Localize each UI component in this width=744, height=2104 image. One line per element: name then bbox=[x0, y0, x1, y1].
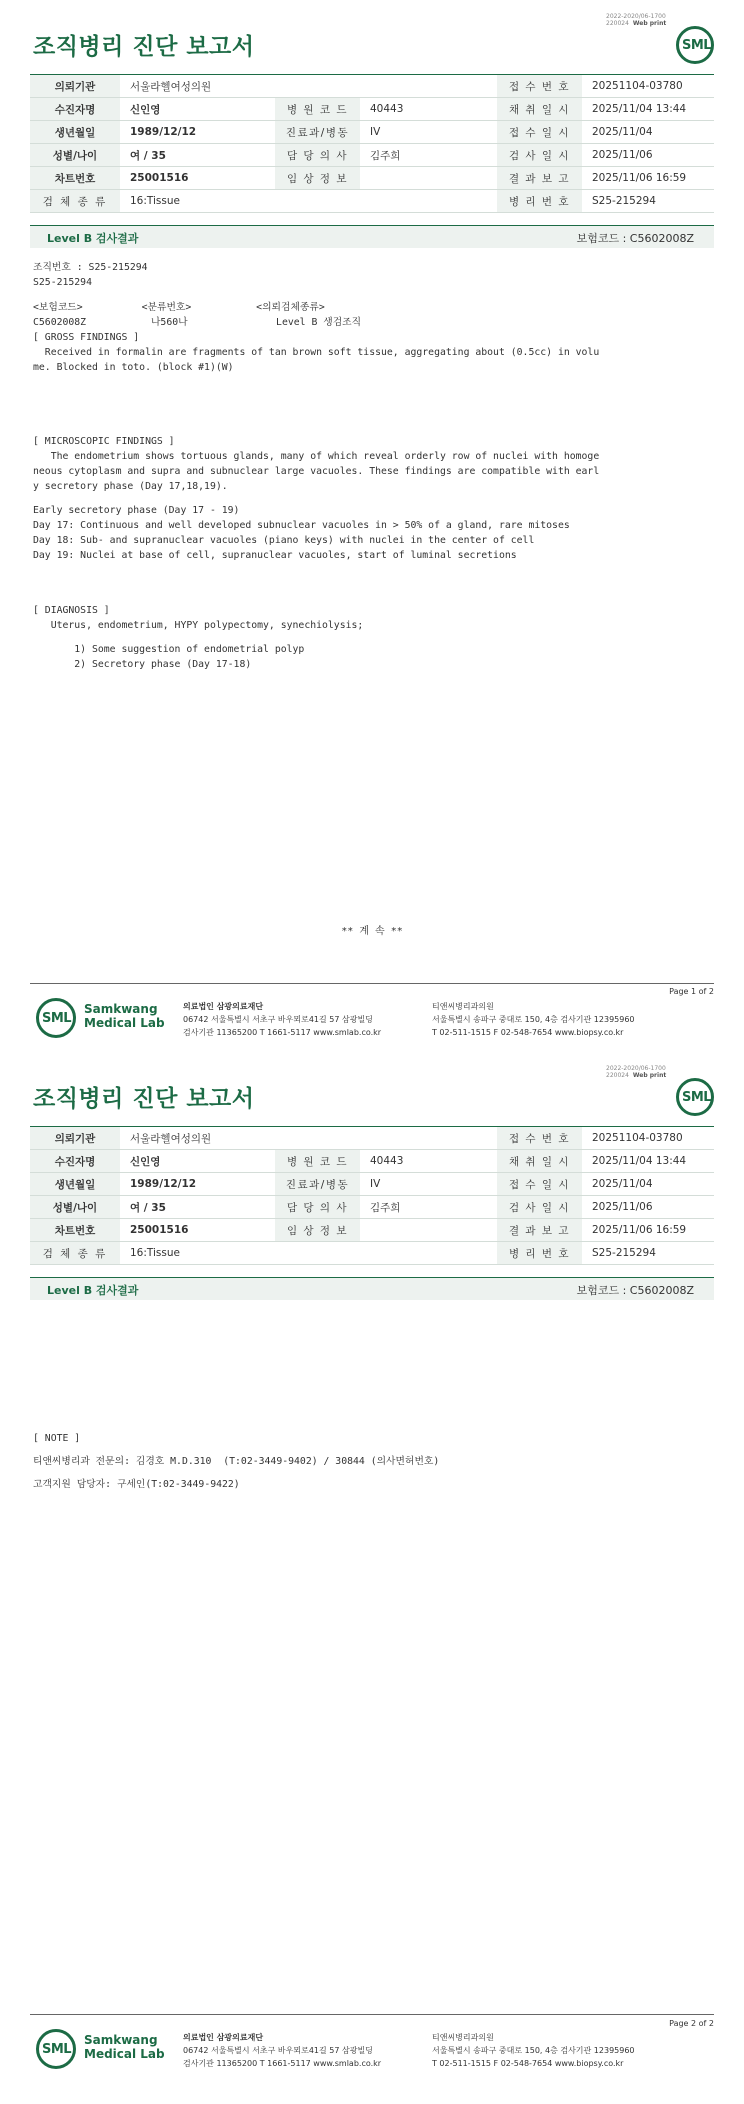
report-line: Day 17: Continuous and well developed subnuclear vacuoles in > 50% of a gland, rare mitoses bbox=[33, 520, 570, 532]
info-row bbox=[30, 1196, 714, 1219]
info-label: 채 취 일 시 bbox=[497, 98, 582, 121]
info-value: 2025/11/04 13:44 bbox=[582, 98, 714, 121]
report-line bbox=[33, 593, 599, 603]
report-line bbox=[33, 424, 599, 434]
footer-divider bbox=[30, 983, 714, 984]
info-label: 임 상 정 보 bbox=[275, 167, 360, 190]
report-line bbox=[33, 394, 599, 404]
report-line: [ GROSS FINDINGS ] bbox=[33, 331, 140, 343]
info-label: 성별/나이 bbox=[30, 144, 120, 167]
print-stamp: 2022-2020/06-1700 220024 Web print bbox=[606, 1065, 667, 1079]
report-line: [ NOTE ] bbox=[33, 1433, 81, 1444]
info-label: 임 상 정 보 bbox=[275, 1219, 360, 1242]
info-label: 검 사 일 시 bbox=[497, 1196, 582, 1219]
report-line bbox=[33, 375, 599, 385]
level-b-result-bar bbox=[30, 225, 714, 248]
report-line: 조직번호 : S25-215294 bbox=[33, 262, 148, 273]
report-line bbox=[33, 563, 599, 573]
report-line bbox=[33, 290, 599, 300]
info-value: IV bbox=[360, 1173, 497, 1196]
sml-logo: SML bbox=[676, 1078, 714, 1116]
report-note bbox=[33, 1427, 439, 1496]
info-value: 신인영 bbox=[120, 98, 275, 121]
sml-logo-icon: SML bbox=[36, 998, 76, 1038]
report-line: <보험코드> <분류번호> <의뢰검체종류> bbox=[33, 301, 325, 313]
info-label: 결 과 보 고 bbox=[497, 167, 582, 190]
sml-logo-icon: SML bbox=[36, 2029, 76, 2069]
footer-org-samkwang: 의료법인 삼광의료재단 06742 서울특별시 서초구 바우뫼로41길 57 삼광빌딩 검사기관 11365200 T 1661-5117 www.smlab.co.kr bbox=[183, 2033, 382, 2068]
info-row bbox=[30, 1150, 714, 1173]
report-line bbox=[33, 414, 599, 424]
sml-logo: SML bbox=[676, 26, 714, 64]
info-value: 김주희 bbox=[360, 144, 497, 167]
info-value: S25-215294 bbox=[582, 190, 714, 213]
info-label: 병 원 코 드 bbox=[275, 1150, 360, 1173]
info-label: 진료과/병동 bbox=[275, 121, 360, 144]
info-value bbox=[360, 167, 497, 190]
report-line: S25-215294 bbox=[33, 277, 92, 288]
report-page-2: 2022-2020/06-1700 220024 Web print 조직병리 진단 보고서 SML 의뢰기관 서울라헬여성의원 접 수 번 호 20251104-03780 수진자명 신인영 병 원 코 드 40443 채 취 일 시 2025/11/04 13:44 생년월일 1989/12/12 진료과/병동 IV 접 수 일 시 2025/11/04 성별/나이 여 / 35 담 당 의 사 김주희 검 사 일 시 2025/11/06 차트번호 25001516 임 상 정 보 결 과 보 고 2025/11/06 16:59 검 체 종 류 16:Tissue 병 리 번 호 S25-215294 Level B 검사결과 보험코드 : C5602008Z [ NOTE ] 티앤씨병리과 전문의: 김경호 M.D.310 (T:02-3449-9402) / 30844 (의사면허번호) 고객지원 담당자: 구세인(T:02-3449-9422) Page 2 of 2 SML Samkwang Medical Lab 의료법인 삼광의료재단 06742 서울특별시 서초구 바우뫼로41길 57 삼광빌딩 검사기관 11365200 T 1661-5117 www.smlab.co.kr 티앤씨병리과의원 서울특별시 송파구 중대로 150, 4층 검사기관 12395960 T 02-511-1515 F 02-548-7654 www.biopsy.co.kr bbox=[0, 1052, 744, 2104]
info-row bbox=[30, 98, 714, 121]
info-label: 수진자명 bbox=[30, 98, 120, 121]
patient-info-table bbox=[30, 74, 714, 213]
info-label: 생년월일 bbox=[30, 121, 120, 144]
info-value: 2025/11/06 16:59 bbox=[582, 1219, 714, 1242]
info-value: 2025/11/04 bbox=[582, 121, 714, 144]
info-label: 성별/나이 bbox=[30, 1196, 120, 1219]
info-value: 여 / 35 bbox=[120, 1196, 275, 1219]
level-b-title: Level B 검사결과 bbox=[47, 1284, 139, 1297]
info-label: 접 수 번 호 bbox=[497, 75, 582, 98]
report-line: C5602008Z 나560나 Level B 생검조직 bbox=[33, 316, 362, 328]
report-line: 고객지원 담당자: 구세인(T:02-3449-9422) bbox=[33, 1479, 240, 1490]
info-value: 25001516 bbox=[120, 1219, 275, 1242]
info-row bbox=[30, 121, 714, 144]
report-line: 티앤씨병리과 전문의: 김경호 M.D.310 (T:02-3449-9402) / 30844 (의사면허번호) bbox=[33, 1456, 440, 1467]
info-row bbox=[30, 1242, 714, 1265]
report-page-1: 2022-2020/06-1700 220024 Web print 조직병리 진단 보고서 SML 의뢰기관 서울라헬여성의원 접 수 번 호 20251104-03780 수진자명 신인영 병 원 코 드 40443 채 취 일 시 2025/11/04 13:44 생년월일 1989/12/12 진료과/병동 IV 접 수 일 시 2025/11/04 성별/나이 여 / 35 담 당 의 사 김주희 검 사 일 시 2025/11/06 차트번호 25001516 임 상 정 보 결 과 보 고 2025/11/06 16:59 검 체 종 류 16:Tissue 병 리 번 호 S25-215294 Level B 검사결과 보험코드 : C5602008Z 조직번호 : S25-215294 S25-215294 <보험코드> <분류번호> <의뢰검체종류> C5602008Z 나560나 Level B 생검조직 [ GROSS FINDINGS ] Received in formalin are fragments of tan brown soft tissue, aggregating about (0.5cc) in volu me. Blocked in toto. (block #1)(W) [ MICROSCOPIC FINDINGS ] The endometrium shows tortuous glands, many of which reveal orderly row of nuclei with homoge neous cytoplasm and supra and subnuclear large vacuoles. These findings are compatible with earl y secretory phase (Day 17,18,19). Early secretory phase (Day 17 - 19) Day 17: Continuous and well developed subnuclear vacuoles in > 50% of a gland, rare mitoses Day 18: Sub- and supranuclear vacuoles (piano keys) with nuclei in the center of cell Day 19: Nuclei at base of cell, supranuclear vacuoles, start of luminal secretions [ DIAGNOSIS ] Uterus, endometrium, HYPY polypectomy, synechiolysis; 1) Some suggestion of endometrial polyp 2) Secretory phase (Day 17-18) ** 계 속 ** Page 1 of 2 SML Samkwang Medical Lab 의료법인 삼광의료재단 06742 서울특별시 서초구 바우뫼로41길 57 삼광빌딩 검사기관 11365200 T 1661-5117 www.smlab.co.kr 티앤씨병리과의원 서울특별시 송파구 중대로 150, 4층 검사기관 12395960 T 02-511-1515 F 02-548-7654 www.biopsy.co.kr bbox=[0, 0, 744, 1052]
info-label: 담 당 의 사 bbox=[275, 1196, 360, 1219]
footer-divider bbox=[30, 2014, 714, 2015]
report-line: The endometrium shows tortuous glands, many of which reveal orderly row of nuclei with homoge bbox=[33, 450, 600, 462]
report-title: 조직병리 진단 보고서 bbox=[33, 1086, 255, 1112]
report-line bbox=[33, 494, 599, 504]
info-value: 서울라헬여성의원 bbox=[120, 75, 497, 98]
info-value: 20251104-03780 bbox=[582, 1127, 714, 1150]
info-label: 검 체 종 류 bbox=[30, 190, 120, 213]
info-value bbox=[360, 1219, 497, 1242]
info-label: 병 리 번 호 bbox=[497, 190, 582, 213]
info-label: 차트번호 bbox=[30, 1219, 120, 1242]
info-value: 서울라헬여성의원 bbox=[120, 1127, 497, 1150]
report-line: Uterus, endometrium, HYPY polypectomy, synechiolysis; bbox=[33, 619, 364, 631]
report-line bbox=[33, 633, 599, 643]
report-line: Day 19: Nuclei at base of cell, supranuclear vacuoles, start of luminal secretions bbox=[33, 550, 517, 562]
footer-org-tnc: 티앤씨병리과의원 서울특별시 송파구 중대로 150, 4층 검사기관 12395960 T 02-511-1515 F 02-548-7654 www.biopsy.co.kr bbox=[432, 2033, 635, 2068]
report-title: 조직병리 진단 보고서 bbox=[33, 34, 255, 60]
report-line: Received in formalin are fragments of tan brown soft tissue, aggregating about (0.5cc) in volu bbox=[33, 346, 600, 358]
info-row bbox=[30, 1219, 714, 1242]
report-line bbox=[33, 573, 599, 583]
report-line: 1) Some suggestion of endometrial polyp bbox=[33, 644, 305, 656]
report-line: [ MICROSCOPIC FINDINGS ] bbox=[33, 435, 175, 447]
info-row bbox=[30, 190, 714, 213]
info-label: 의뢰기관 bbox=[30, 1127, 120, 1150]
info-label: 접 수 일 시 bbox=[497, 1173, 582, 1196]
info-value: S25-215294 bbox=[582, 1242, 714, 1265]
report-line bbox=[33, 385, 599, 395]
report-line: neous cytoplasm and supra and subnuclear large vacuoles. These findings are compatible with earl bbox=[33, 465, 600, 477]
info-label: 검 체 종 류 bbox=[30, 1242, 120, 1265]
info-value: 40443 bbox=[360, 1150, 497, 1173]
print-stamp: 2022-2020/06-1700 220024 Web print bbox=[606, 13, 667, 27]
info-row bbox=[30, 144, 714, 167]
info-row bbox=[30, 1173, 714, 1196]
info-row bbox=[30, 75, 714, 98]
level-b-result-bar bbox=[30, 1277, 714, 1300]
continued-marker: ** 계 속 ** bbox=[341, 926, 403, 937]
info-value: 김주희 bbox=[360, 1196, 497, 1219]
info-row bbox=[30, 167, 714, 190]
info-value: 2025/11/04 bbox=[582, 1173, 714, 1196]
level-b-title: Level B 검사결과 bbox=[47, 232, 139, 245]
report-line: Day 18: Sub- and supranuclear vacuoles (piano keys) with nuclei in the center of cell bbox=[33, 535, 535, 547]
info-label: 병 원 코 드 bbox=[275, 98, 360, 121]
info-label: 채 취 일 시 bbox=[497, 1150, 582, 1173]
report-line: Early secretory phase (Day 17 - 19) bbox=[33, 505, 240, 517]
page-number: Page 1 of 2 bbox=[669, 987, 714, 996]
info-label: 검 사 일 시 bbox=[497, 144, 582, 167]
info-value: 2025/11/06 bbox=[582, 144, 714, 167]
info-row bbox=[30, 1127, 714, 1150]
info-value: 신인영 bbox=[120, 1150, 275, 1173]
info-label: 접 수 일 시 bbox=[497, 121, 582, 144]
info-label: 차트번호 bbox=[30, 167, 120, 190]
info-value: 20251104-03780 bbox=[582, 75, 714, 98]
info-value: 1989/12/12 bbox=[120, 1173, 275, 1196]
report-line: y secretory phase (Day 17,18,19). bbox=[33, 480, 228, 492]
report-body bbox=[33, 260, 599, 672]
footer-org-tnc: 티앤씨병리과의원 서울특별시 송파구 중대로 150, 4층 검사기관 12395960 T 02-511-1515 F 02-548-7654 www.biopsy.co.kr bbox=[432, 1002, 635, 1037]
insurance-code: 보험코드 : C5602008Z bbox=[576, 232, 694, 245]
page-number: Page 2 of 2 bbox=[669, 2019, 714, 2028]
report-line: 2) Secretory phase (Day 17-18) bbox=[33, 659, 252, 671]
info-value: 16:Tissue bbox=[120, 1242, 497, 1265]
info-label: 결 과 보 고 bbox=[497, 1219, 582, 1242]
report-line bbox=[33, 404, 599, 414]
info-value: 40443 bbox=[360, 98, 497, 121]
info-value: 2025/11/04 13:44 bbox=[582, 1150, 714, 1173]
info-value: 2025/11/06 bbox=[582, 1196, 714, 1219]
info-value: 25001516 bbox=[120, 167, 275, 190]
insurance-code: 보험코드 : C5602008Z bbox=[576, 1284, 694, 1297]
info-value: 1989/12/12 bbox=[120, 121, 275, 144]
info-label: 담 당 의 사 bbox=[275, 144, 360, 167]
info-label: 수진자명 bbox=[30, 1150, 120, 1173]
info-label: 생년월일 bbox=[30, 1173, 120, 1196]
info-value: 2025/11/06 16:59 bbox=[582, 167, 714, 190]
info-label: 진료과/병동 bbox=[275, 1173, 360, 1196]
info-value: IV bbox=[360, 121, 497, 144]
info-value: 16:Tissue bbox=[120, 190, 497, 213]
info-label: 병 리 번 호 bbox=[497, 1242, 582, 1265]
report-line bbox=[33, 583, 599, 593]
info-label: 의뢰기관 bbox=[30, 75, 120, 98]
patient-info-table bbox=[30, 1126, 714, 1265]
info-value: 여 / 35 bbox=[120, 144, 275, 167]
footer-org-samkwang: 의료법인 삼광의료재단 06742 서울특별시 서초구 바우뫼로41길 57 삼광빌딩 검사기관 11365200 T 1661-5117 www.smlab.co.kr bbox=[183, 1002, 382, 1037]
report-line: [ DIAGNOSIS ] bbox=[33, 604, 110, 616]
info-label: 접 수 번 호 bbox=[497, 1127, 582, 1150]
report-line: me. Blocked in toto. (block #1)(W) bbox=[33, 361, 234, 373]
